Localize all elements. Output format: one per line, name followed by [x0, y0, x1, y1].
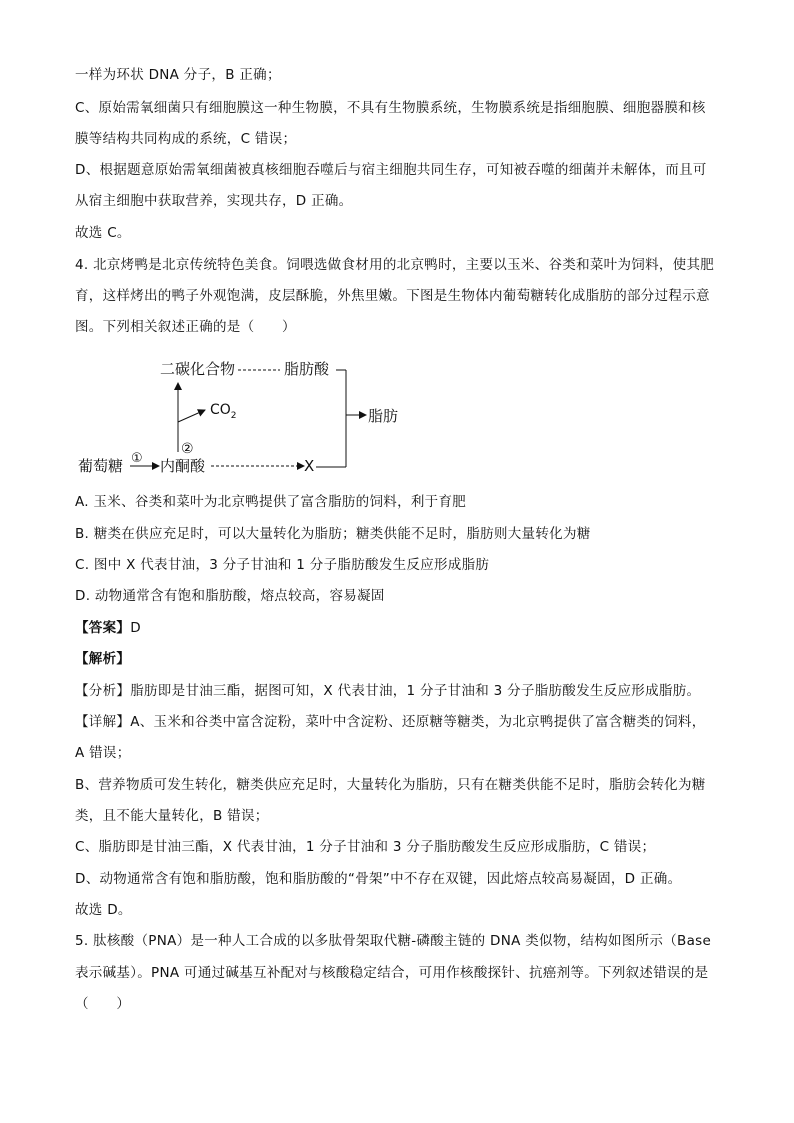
answer-line: [75, 618, 141, 638]
question-5-stem: （ ）: [75, 996, 131, 1012]
question-4-stem: 育，这样烤出的鸭子外观饱满，皮层酥脆，外焦里嫩。下图是生物体内葡萄糖转化成脂肪的部分过程示意: [75, 288, 710, 304]
analysis-line: C、脂肪即是甘油三酯，X 代表甘油，1 分子甘油和 3 分子脂肪酸发生反应形成脂肪，C 错误；: [75, 839, 656, 855]
text-line: 一样为环状 DNA 分子，B 正确；: [75, 67, 281, 83]
question-4-stem: 4. 北京烤鸭是北京传统特色美食。饲喂选做食材用的北京鸭时，主要以玉米、谷类和菜叶为饲料，使其肥: [75, 257, 715, 273]
answer-tag: 【答案】: [75, 620, 131, 636]
analysis-line: 类，且不能大量转化，B 错误；: [75, 808, 269, 824]
text-line: 从宿主细胞中获取营养，实现共存，D 正确。: [75, 193, 353, 209]
question-4-stem: 图。下列相关叙述正确的是（ ）: [75, 319, 296, 335]
option-a: A. 玉米、谷类和菜叶为北京鸭提供了富含脂肪的饲料，利于育肥: [75, 494, 467, 510]
text-line: 膜等结构共同构成的系统，C 错误；: [75, 131, 297, 147]
dicarbon-compound-label: 二碳化合物: [160, 360, 236, 378]
option-c: C. 图中 X 代表甘油，3 分子甘油和 1 分子脂肪酸发生反应形成脂肪: [75, 557, 490, 573]
glucose-label: 葡萄糖: [78, 457, 124, 475]
text-line: C、原始需氧细菌只有细胞膜这一种生物膜，不具有生物膜系统，生物膜系统是指细胞膜、细胞器膜和核: [75, 100, 706, 116]
question-5-stem: 5. 肽核酸（PNA）是一种人工合成的以多肽骨架取代糖-磷酸主链的 DNA 类似物，结构如图所示（Base: [75, 933, 712, 949]
analysis-line: D、动物通常含有饱和脂肪酸，饱和脂肪酸的“骨架”中不存在双键，因此熔点较高易凝固，D 正确。: [75, 871, 682, 887]
pyruvate-label: 内酮酸: [160, 457, 206, 475]
analysis-line: 【分析】脂肪即是甘油三酯，据图可知，X 代表甘油，1 分子甘油和 3 分子脂肪酸发生反应形成脂肪。: [75, 683, 701, 699]
analysis-line: B、营养物质可发生转化，糖类供应充足时，大量转化为脂肪，只有在糖类供能不足时，脂肪会转化为糖: [75, 777, 706, 793]
text-line: D、根据题意原始需氧细菌被真核细胞吞噬后与宿主细胞共同生存，可知被吞噬的细菌并未解体，而且可: [75, 162, 707, 178]
fat-label: 脂肪: [368, 407, 399, 425]
co2-label: $CO_2$: [210, 402, 237, 421]
x-label: X: [304, 457, 315, 475]
glucose-to-fat-diagram: [70, 350, 430, 480]
question-5-stem: 表示碱基）。PNA 可通过碱基互补配对与核酸稳定结合，可用作核酸探针、抗癌剂等。下列叙述错误的是: [75, 965, 709, 981]
step-1-label: ①: [131, 451, 143, 466]
co2-arrow: [178, 410, 205, 422]
option-d: D. 动物通常含有饱和脂肪酸，熔点较高，容易凝固: [75, 588, 385, 604]
text-line: 故选 C。: [75, 225, 131, 241]
analysis-tag: 【解析】: [75, 651, 131, 667]
answer-value: D: [130, 620, 141, 636]
analysis-line: 【详解】A、玉米和谷类中富含淀粉，菜叶中含淀粉、还原糖等糖类，为北京鸭提供了富含糖类的饲料，: [75, 714, 706, 730]
analysis-line: 故选 D。: [75, 902, 132, 918]
fatty-acid-label: 脂肪酸: [284, 360, 330, 378]
step-2-label: ②: [181, 441, 194, 457]
analysis-line: A 错误；: [75, 745, 131, 761]
option-b: B. 糖类在供应充足时，可以大量转化为脂肪；糖类供能不足时，脂肪则大量转化为糖: [75, 526, 591, 542]
